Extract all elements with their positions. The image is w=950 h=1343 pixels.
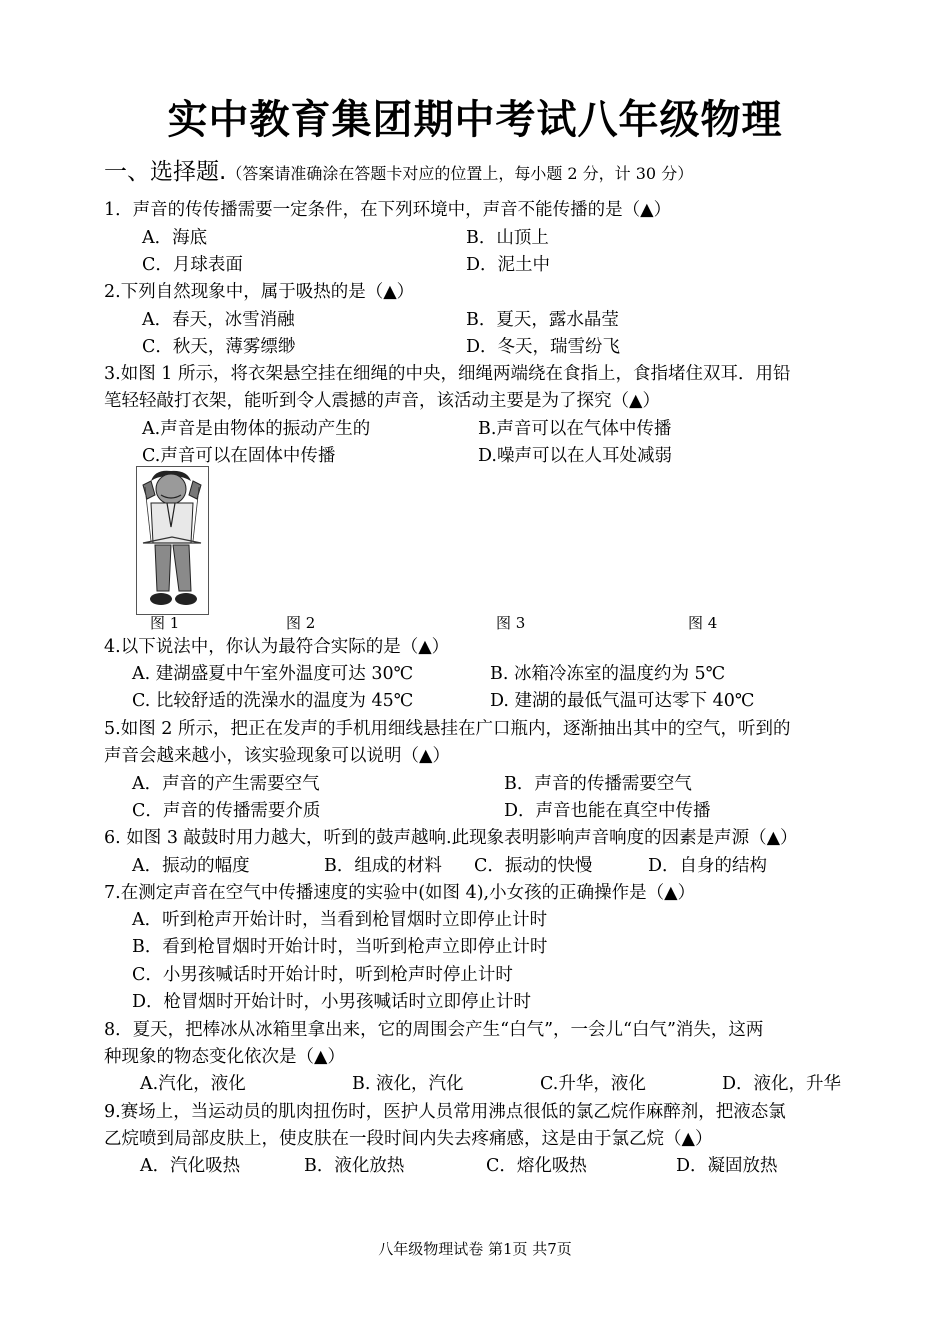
page-title: 实中教育集团期中考试八年级物理 [167, 97, 783, 143]
q9-option-a: A．汽化吸热 [140, 1156, 241, 1176]
q3-stem-line2: 笔轻轻敲打衣架，能听到令人震撼的声音，该活动主要是为了探究（▲） [104, 391, 660, 411]
q3-option-d: D.噪声可以在人耳处减弱 [478, 446, 672, 466]
q1-option-a: A．海底 [142, 228, 208, 248]
figure-4-label: 图 4 [688, 614, 718, 632]
q9-stem-line1: 9.赛场上，当运动员的肌肉扭伤时，医护人员常用沸点很低的氯乙烷作麻醉剂，把液态氯 [104, 1102, 786, 1122]
q5-option-c: C．声音的传播需要介质 [132, 801, 321, 821]
q1-stem: 1．声音的传传播需要一定条件，在下列环境中，声音不能传播的是（▲） [104, 200, 672, 220]
q8-option-d: D．液化，升华 [722, 1074, 842, 1094]
q2-stem: 2.下列自然现象中，属于吸热的是（▲） [104, 282, 415, 302]
figure-3-label: 图 3 [496, 614, 526, 632]
q1-option-c: C．月球表面 [142, 255, 243, 275]
q3-option-b: B.声音可以在气体中传播 [478, 419, 672, 439]
section-heading: 一、选择题. [104, 159, 227, 185]
section-note: （答案请准确涂在答题卡对应的位置上，每小题 2 分，计 30 分） [226, 164, 694, 183]
q4-stem: 4.以下说法中，你认为最符合实际的是（▲） [104, 637, 450, 657]
q8-option-c: C.升华，液化 [540, 1074, 646, 1094]
q2-option-b: B．夏天，露水晶莹 [466, 310, 619, 330]
q9-option-d: D．凝固放热 [676, 1156, 778, 1176]
q6-option-b: B．组成的材料 [324, 856, 442, 876]
section-heading-line [104, 160, 693, 186]
q4-option-d: D. 建湖的最低气温可达零下 40℃ [490, 691, 755, 711]
q1-option-d: D．泥土中 [466, 255, 551, 275]
q8-stem-line1: 8．夏天，把棒冰从冰箱里拿出来，它的周围会产生“白气”，一会儿“白气”消失，这两 [104, 1020, 764, 1040]
q4-option-b: B. 冰箱冷冻室的温度约为 5℃ [490, 664, 726, 684]
q7-stem: 7.在测定声音在空气中传播速度的实验中(如图 4),小女孩的正确操作是（▲） [104, 883, 696, 903]
q4-option-a: A. 建湖盛夏中午室外温度可达 30℃ [132, 664, 414, 684]
q6-option-c: C．振动的快慢 [474, 856, 593, 876]
q5-option-d: D．声音也能在真空中传播 [504, 801, 711, 821]
boy-listening-illustration [137, 467, 208, 614]
q9-stem-line2: 乙烷喷到局部皮肤上，使皮肤在一段时间内失去疼痛感，这是由于氯乙烷（▲） [104, 1129, 713, 1149]
q8-option-a: A.汽化，液化 [140, 1074, 246, 1094]
q7-option-d: D．枪冒烟时开始计时，小男孩喊话时立即停止计时 [132, 992, 532, 1012]
q5-stem-line1: 5.如图 2 所示，把正在发声的手机用细线悬挂在广口瓶内，逐渐抽出其中的空气，听到的 [104, 719, 791, 739]
q3-stem-line1: 3.如图 1 所示，将衣架悬空挂在细绳的中央，细绳两端绕在食指上，食指堵住双耳．用铅 [104, 364, 791, 384]
q6-option-a: A．振动的幅度 [132, 856, 250, 876]
q7-option-c: C．小男孩喊话时开始计时，听到枪声时停止计时 [132, 965, 513, 985]
q2-option-c: C．秋天，薄雾缥缈 [142, 337, 296, 357]
q9-option-b: B．液化放热 [304, 1156, 405, 1176]
figure-1-label: 图 1 [150, 614, 180, 632]
q9-option-c: C．熔化吸热 [486, 1156, 587, 1176]
q1-option-b: B．山顶上 [466, 228, 549, 248]
figure-1-image [136, 466, 209, 615]
q8-option-b: B. 液化，汽化 [352, 1074, 464, 1094]
q6-stem: 6. 如图 3 敲鼓时用力越大，听到的鼓声越响.此现象表明影响声音响度的因素是声源（▲） [104, 828, 798, 848]
q2-option-a: A．春天，冰雪消融 [142, 310, 295, 330]
q7-option-a: A．听到枪声开始计时，当看到枪冒烟时立即停止计时 [132, 910, 548, 930]
q4-option-c: C. 比较舒适的洗澡水的温度为 45℃ [132, 691, 414, 711]
q8-stem-line2: 种现象的物态变化依次是（▲） [104, 1047, 345, 1067]
q2-option-d: D．冬天，瑞雪纷飞 [466, 337, 621, 357]
q5-stem-line2: 声音会越来越小，该实验现象可以说明（▲） [104, 746, 450, 766]
q3-option-c: C.声音可以在固体中传播 [142, 446, 336, 466]
figure-2-label: 图 2 [286, 614, 316, 632]
q5-option-a: A．声音的产生需要空气 [132, 774, 320, 794]
q7-option-b: B．看到枪冒烟时开始计时，当听到枪声立即停止计时 [132, 937, 548, 957]
page-footer: 八年级物理试卷 第1页 共7页 [378, 1240, 572, 1258]
q6-option-d: D．自身的结构 [648, 856, 768, 876]
q5-option-b: B．声音的传播需要空气 [504, 774, 692, 794]
q3-option-a: A.声音是由物体的振动产生的 [142, 419, 371, 439]
